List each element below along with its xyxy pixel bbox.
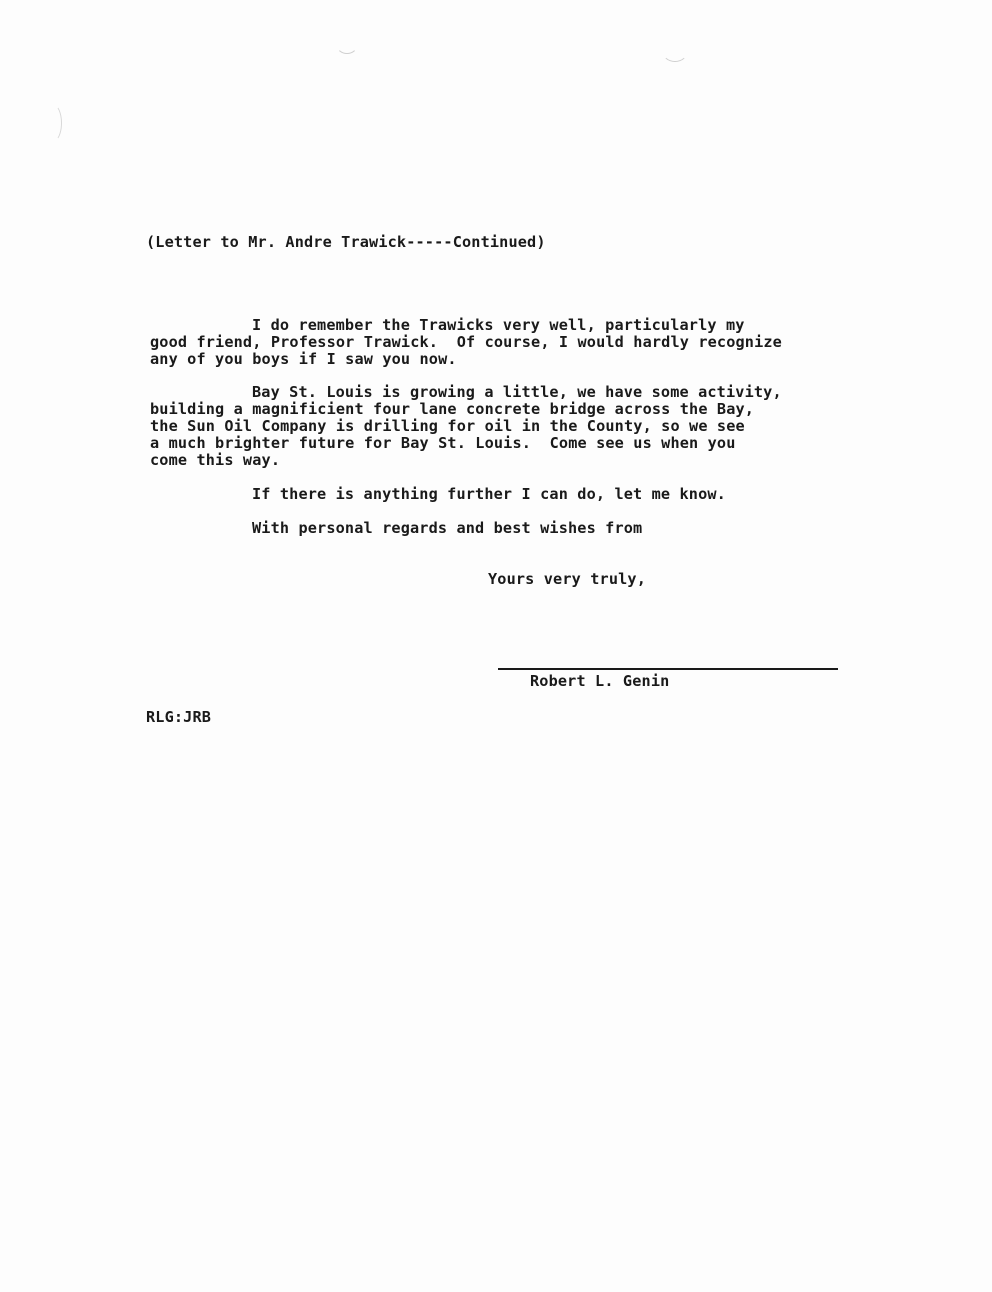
- signer-name: Robert L. Genin: [530, 672, 670, 690]
- paragraph-2-line: come this way.: [150, 451, 281, 469]
- punch-mark: [336, 34, 358, 54]
- paragraph-1-line: I do remember the Trawicks very well, particularly my: [252, 316, 745, 334]
- paragraph-2-line: Bay St. Louis is growing a little, we have some activity,: [252, 383, 782, 401]
- paragraph-4: With personal regards and best wishes from: [252, 519, 643, 537]
- complimentary-closing: Yours very truly,: [488, 570, 646, 588]
- reference-initials: RLG:JRB: [146, 708, 212, 726]
- letter-heading: (Letter to Mr. Andre Trawick-----Continued): [146, 233, 546, 251]
- punch-mark: [44, 104, 62, 142]
- punch-mark: [662, 40, 688, 62]
- paragraph-3: If there is anything further I can do, let me know.: [252, 485, 726, 503]
- signature-line: [498, 668, 838, 670]
- paragraph-1-line: good friend, Professor Trawick. Of course, I would hardly recognize: [150, 333, 782, 351]
- paragraph-2-line: a much brighter future for Bay St. Louis. Come see us when you: [150, 434, 736, 452]
- paragraph-2-line: building a magnificient four lane concrete bridge across the Bay,: [150, 400, 755, 418]
- paragraph-1-line: any of you boys if I saw you now.: [150, 350, 457, 368]
- paragraph-2-line: the Sun Oil Company is drilling for oil in the County, so we see: [150, 417, 745, 435]
